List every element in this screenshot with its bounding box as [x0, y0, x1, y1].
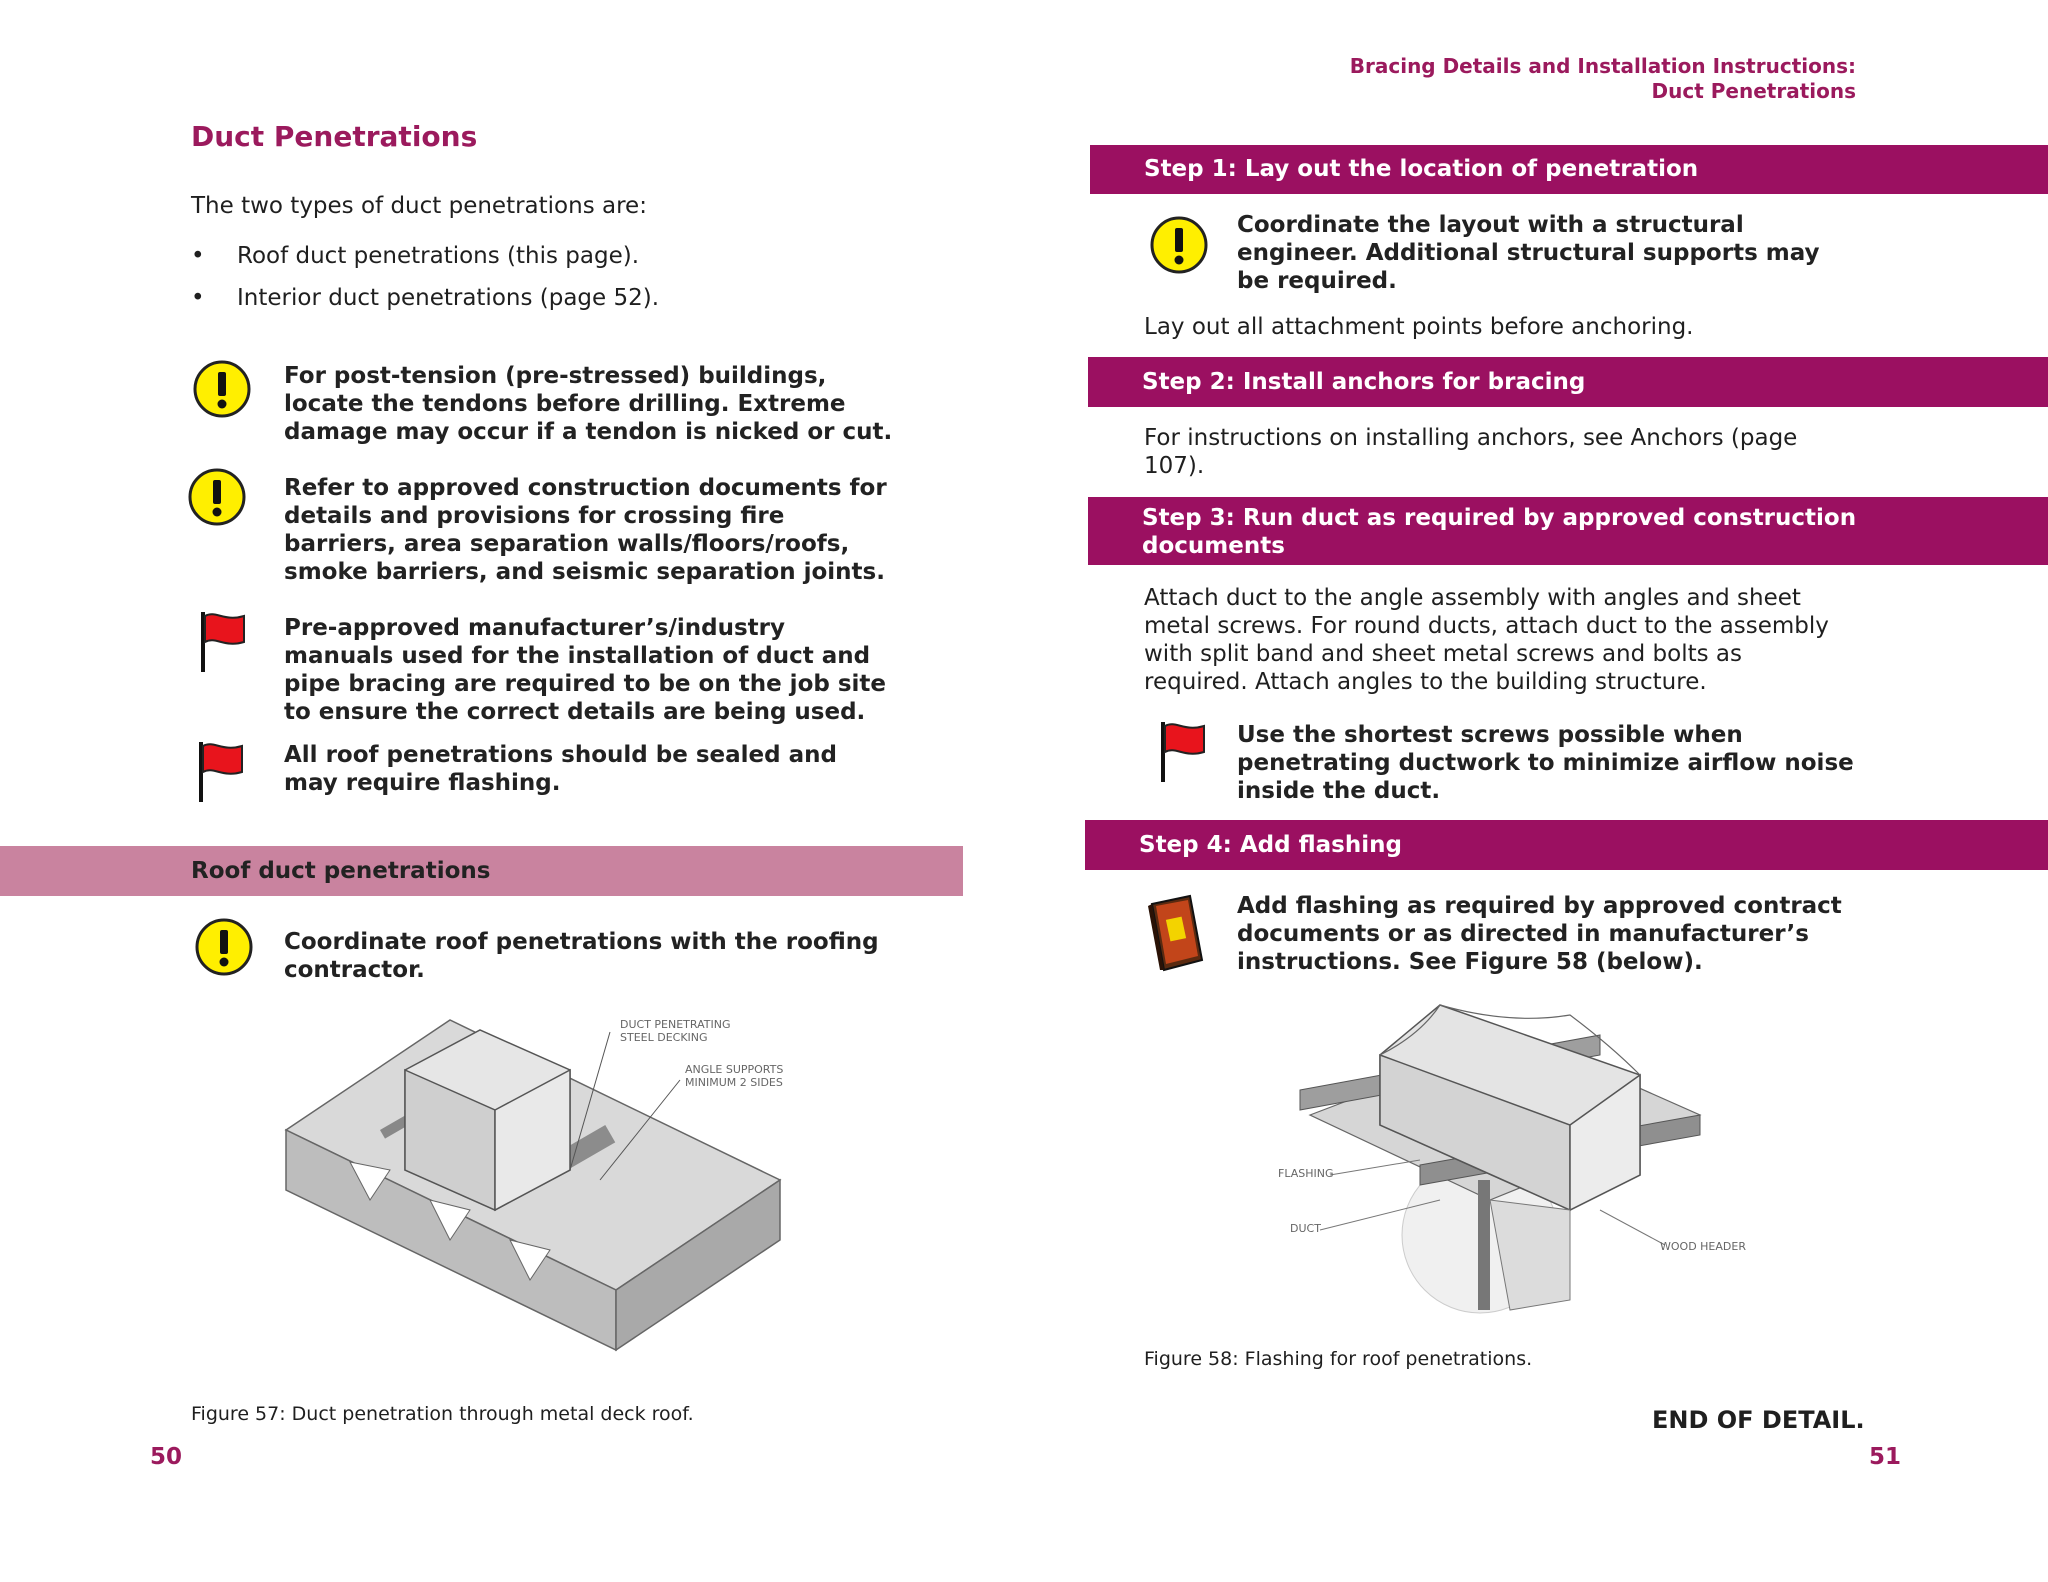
note-line: locate the tendons before drilling. Extreme: [284, 391, 846, 417]
note-line: Coordinate roof penetrations with the roofing: [284, 929, 879, 955]
step-bar: [1090, 145, 2048, 194]
figure-label: WOOD HEADER: [1660, 1240, 1746, 1253]
figure-label: DUCT PENETRATING: [620, 1018, 731, 1031]
callout-note: [284, 741, 837, 797]
note-line: For post-tension (pre-stressed) buildings,: [284, 363, 827, 389]
figure-58-illustration: [1270, 995, 1750, 1334]
note-line: pipe bracing are required to be on the job site: [284, 671, 887, 697]
body-line: metal screws. For round ducts, attach duct to the assembly: [1144, 613, 1829, 639]
callout-note: [284, 362, 892, 446]
note-line: smoke barriers, and seismic separation joints.: [284, 559, 885, 585]
figure-57-illustration: [280, 1010, 820, 1374]
note-line: barriers, area separation walls/floors/roofs,: [284, 531, 850, 557]
warning-icon: [193, 360, 251, 422]
note-line: inside the duct.: [1237, 778, 1441, 804]
warning-icon: [188, 468, 246, 530]
step-bar: [1085, 820, 2048, 870]
note-line: manuals used for the installation of duct and: [284, 643, 871, 669]
note-line: Use the shortest screws possible when: [1237, 722, 1743, 748]
running-header-line-1: Bracing Details and Installation Instructions:: [1349, 54, 1856, 78]
bullet-dot: •: [191, 243, 205, 269]
bullet-text: Interior duct penetrations (page 52).: [237, 285, 660, 311]
figure-label: MINIMUM 2 SIDES: [685, 1076, 783, 1089]
figure-caption: Figure 57: Duct penetration through metal deck roof.: [191, 1403, 694, 1425]
figure-caption: Figure 58: Flashing for roof penetrations.: [1144, 1348, 1533, 1370]
flag-icon: [196, 740, 246, 808]
callout-note: [1237, 211, 1820, 295]
section-bar-label: Roof duct penetrations: [191, 858, 491, 884]
body-line: required. Attach angles to the building structure.: [1144, 669, 1707, 695]
section-bar: [0, 846, 963, 896]
figure-label: STEEL DECKING: [620, 1031, 708, 1044]
note-line: be required.: [1237, 268, 1397, 294]
callout-note: [1237, 721, 1854, 805]
step-title: documents: [1142, 533, 1285, 559]
step-body: [1144, 313, 1693, 341]
flag-icon: [1158, 720, 1208, 788]
body-line: 107).: [1144, 453, 1205, 479]
note-line: Add flashing as required by approved contract: [1237, 893, 1842, 919]
figure-label: ANGLE SUPPORTS: [685, 1063, 784, 1076]
step-bar: [1088, 497, 2048, 565]
step-bar: [1088, 357, 2048, 407]
bullet-dot: •: [191, 285, 205, 311]
bullet-text: Roof duct penetrations (this page).: [237, 243, 640, 269]
note-line: All roof penetrations should be sealed and: [284, 742, 837, 768]
note-line: contractor.: [284, 957, 425, 983]
callout-note: [284, 474, 887, 586]
warning-icon: [1150, 216, 1208, 278]
step-title: Step 4: Add flashing: [1139, 832, 1402, 858]
body-line: with split band and sheet metal screws and bolts as: [1144, 641, 1742, 667]
step-body: [1144, 424, 1797, 480]
running-header: [1350, 54, 1856, 104]
step-title: Step 1: Lay out the location of penetration: [1144, 156, 1699, 182]
note-line: details and provisions for crossing fire: [284, 503, 785, 529]
end-of-detail: END OF DETAIL.: [1652, 1406, 1865, 1434]
page-number: 50: [150, 1444, 183, 1470]
flag-icon: [198, 610, 248, 678]
note-line: Coordinate the layout with a structural: [1237, 212, 1744, 238]
note-line: Refer to approved construction documents for: [284, 475, 887, 501]
figure-label: FLASHING: [1278, 1167, 1334, 1180]
warning-icon: [195, 918, 253, 980]
step-title: Step 2: Install anchors for bracing: [1142, 369, 1586, 395]
running-header-line-2: Duct Penetrations: [1651, 79, 1856, 103]
step-body: [1144, 584, 1829, 696]
callout-note: [1237, 892, 1842, 976]
note-line: instructions. See Figure 58 (below).: [1237, 949, 1703, 975]
page-title: Duct Penetrations: [191, 120, 478, 153]
manual-book-icon: [1146, 894, 1206, 976]
page-number: 51: [1869, 1444, 1902, 1470]
figure-label: DUCT: [1290, 1222, 1321, 1235]
callout-note: [284, 614, 886, 726]
note-line: Pre-approved manufacturer’s/industry: [284, 615, 785, 641]
body-line: Attach duct to the angle assembly with angles and sheet: [1144, 585, 1801, 611]
intro-text: The two types of duct penetrations are:: [191, 193, 647, 219]
note-line: damage may occur if a tendon is nicked or cut.: [284, 419, 893, 445]
note-line: engineer. Additional structural supports may: [1237, 240, 1820, 266]
note-line: may require flashing.: [284, 770, 561, 796]
body-line: Lay out all attachment points before anchoring.: [1144, 314, 1694, 340]
callout-note: [284, 928, 879, 984]
note-line: to ensure the correct details are being used.: [284, 699, 866, 725]
note-line: documents or as directed in manufacturer’s: [1237, 921, 1809, 947]
body-line: For instructions on installing anchors, see Anchors (page: [1144, 425, 1798, 451]
step-title: Step 3: Run duct as required by approved construction: [1142, 505, 1857, 531]
note-line: penetrating ductwork to minimize airflow noise: [1237, 750, 1854, 776]
